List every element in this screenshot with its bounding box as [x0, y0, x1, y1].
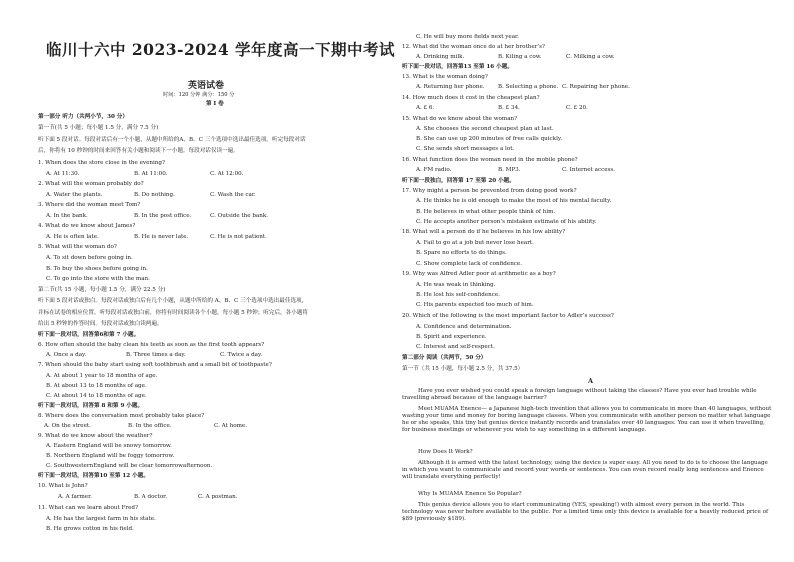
question-4: 4. What do we know about James?	[38, 223, 136, 229]
dialog-intro-10-12: 听下面一段对话，回答第10 至第 12 小题。	[38, 473, 149, 479]
section1-instructions-2: 后，你将有 10 秒钟的时间来回答有关小题和阅读下一小题。每段对话仅读一遍。	[38, 148, 239, 154]
question-6: 6. How often should the baby clean his teeth as soon as the first tooth appears?	[38, 342, 265, 348]
q18-option-b: B. Spare no efforts to do things.	[416, 250, 507, 256]
q12-option-b: B. Kiling a cow.	[498, 54, 542, 60]
q1-option-a: A. At 11:30.	[46, 171, 80, 177]
q15-option-c: C. She sends short messages a lot.	[416, 146, 515, 152]
section2-instructions-3: 给出 5 秒钟的作答时间。每段对话或独白读两遍。	[38, 321, 163, 327]
q20-option-b: B. Spirit and experience.	[416, 334, 487, 340]
question-9: 9. What do we know about the weather?	[38, 433, 153, 439]
q14-option-a: A. £ 6.	[416, 105, 435, 111]
q11-option-b: B. He grows cotton in his field.	[46, 526, 134, 532]
q15-option-a: A. She chooses the second cheapest plan at last.	[416, 126, 554, 132]
section1-heading: 第一节(共 5 小题；每小题 1.5 分，满分 7.5 分)	[38, 125, 159, 131]
section2-heading: 第二节(共 15 小题，每小题 1.5 分，满分 22.5 分)	[38, 287, 166, 293]
question-15: 15. What do we know about the woman?	[402, 116, 518, 122]
q6-option-c: C. Twice a day.	[220, 352, 263, 358]
q16-option-b: B. MP3.	[498, 167, 521, 173]
q4-option-b: B. He is never late.	[134, 234, 189, 240]
question-11: 11. What can we learn about Fred?	[38, 505, 138, 511]
passage-paragraph: Have you ever wished you could speak a foreign language without taking the classes? Have you ever had trouble while travelling abroad because of the language barrier?	[402, 388, 757, 401]
time-info: 时间：120 分钟 满分：150 分	[163, 92, 235, 98]
q6-option-b: B. Three times a day.	[126, 352, 186, 358]
q10-option-c: C. A postman.	[198, 494, 238, 500]
dialog-intro-6-7: 听下面一段对话，回答第6和第 7 小题。	[38, 332, 140, 338]
question-14: 14. How much does it cost in the cheapest plan?	[402, 95, 540, 101]
part2-heading: 第二部分 阅读（共两节，50 分）	[402, 355, 487, 361]
q8-option-b: B. In the office.	[128, 423, 172, 429]
q2-option-c: C. Wash the car.	[210, 192, 256, 198]
q20-option-c: C. Interest and self-respect.	[416, 344, 495, 350]
part1-heading: 第一部分 听力（共两小节，30 分）	[38, 114, 128, 120]
q7-option-a: A. At about 1 year to 18 months of age.	[46, 373, 158, 379]
q12-option-c: C. Milking a cow.	[566, 54, 615, 60]
question-3: 3. Where did the woman meet Tom?	[38, 202, 141, 208]
q6-option-a: A. Once a day.	[46, 352, 87, 358]
subject-title: 英语试卷	[188, 81, 225, 91]
q1-option-c: C. At 12:00.	[210, 171, 244, 177]
q13-option-a: A. Returning her phone.	[416, 84, 485, 90]
q2-option-a: A. Water the plants.	[46, 192, 103, 198]
question-5: 5. What will the woman do?	[38, 244, 117, 250]
q17-option-a: A. He thinks he is old enough to make the most of his mental faculty.	[416, 198, 612, 204]
q16-option-c: C. Internet access.	[562, 167, 616, 173]
question-1: 1. When does the store close in the evening?	[38, 160, 165, 166]
q12-option-a: A. Drinking milk.	[416, 54, 465, 60]
q14-option-c: C. £ 20.	[566, 105, 588, 111]
q13-option-c: C. Repairing her phone.	[562, 84, 630, 90]
q9-option-c: C. SouthwesternEngland will be clear tomorrowafternoon.	[46, 463, 213, 469]
question-20: 20. Which of the following is the most important factor to Adler’s success?	[402, 313, 614, 319]
q19-option-c: C. His parents expected too much of him.	[416, 302, 534, 308]
dialog-intro-13-16: 听下面一段对话，回答第13 至第 16 小题。	[402, 64, 513, 70]
q9-option-b: B. Northern England will be foggy tomorrow.	[46, 453, 175, 459]
q4-option-c: C. He is not patient.	[210, 234, 267, 240]
q18-option-c: C. Show complete lack of confidence.	[416, 261, 523, 267]
question-17: 17. Why might a person be prevented from doing good work?	[402, 188, 577, 194]
q4-option-a: A. He is often late.	[46, 234, 99, 240]
question-13: 13. What is the woman doing?	[402, 74, 488, 80]
q16-option-a: A. FM radio.	[416, 167, 452, 173]
q13-option-b: B. Selecting a phone.	[498, 84, 559, 90]
question-10: 10. What is John?	[38, 483, 88, 489]
question-18: 18. What will a person do if he believes in his low ability?	[402, 229, 566, 235]
q10-option-a: A. A farmer.	[58, 494, 92, 500]
passage-paragraph: Although it is armed with the latest technology, using the device is super easy. All you need to do is to choose the language in which you want to communicate and record your words or sentences. You can even record really long sentences and Enence will translate everything perfectly!	[402, 460, 768, 480]
q1-option-b: B. At 11:00.	[134, 171, 168, 177]
q2-option-b: B. Do nothing.	[134, 192, 175, 198]
q5-option-c: C. To go into the store with the man.	[46, 276, 150, 282]
q17-option-b: B. He believes in what other people think of him.	[416, 209, 556, 215]
q5-option-a: A. To sit down before going in.	[46, 255, 133, 261]
section2-instructions: 听下面 5 段对话或独白。每段对话或独白后有几个小题，从题中所给的 A、B、C 三个选项中选出最佳选项，	[38, 298, 308, 304]
q3-option-c: C. Outside the bank.	[210, 213, 269, 219]
volume-label: 第 I 卷	[206, 101, 224, 107]
q9-option-a: A. Eastern England will be snowy tomorrow.	[46, 443, 172, 449]
question-16: 16. What function does the woman need in the mobile phone?	[402, 157, 578, 163]
question-2: 2. What will the woman probably do?	[38, 181, 144, 187]
q3-option-a: A. In the bank.	[46, 213, 88, 219]
q11-option-c: C. He will buy more fields next year.	[416, 34, 519, 40]
passage-subheading: Why Is MUAMA Enence So Popular?	[418, 491, 522, 497]
section2-instructions-2: 并标在试卷的相应位置。听每段对话或独白前，你将有时间阅读各个小题，每小题 5 秒钟；听完后，各小题将	[38, 310, 309, 316]
monologue-intro-17-20: 听下面一段独白，回答第 17 至第 20 小题。	[402, 178, 515, 184]
q19-option-a: A. He was weak in thinking.	[416, 282, 496, 288]
q8-option-a: A. On the street.	[44, 423, 91, 429]
q7-option-b: B. At about 13 to 18 months of age.	[46, 383, 147, 389]
dialog-intro-8-9: 听下面一段对话，回答第 8 和第 9 小题。	[38, 403, 144, 409]
passage-paragraph: This genius device allows you to start communicating (YES, speaking!) with almost every person in the world. This technology was never before available to the public. For a limited time only this device is available for a heavily reduced price of $89 (previously $189).	[402, 502, 769, 522]
q20-option-a: A. Confidence and determination.	[416, 324, 512, 330]
question-12: 12. What did the woman once do at her brother’s?	[402, 44, 545, 50]
q19-option-b: B. He lost his self-confidence.	[416, 292, 501, 298]
question-7: 7. When should the baby start using soft toothbrush and a small bit of toothpaste?	[38, 362, 272, 368]
exam-title: 临川十六中 2023-2024 学年度高一下期中考试	[46, 40, 396, 59]
q14-option-b: B. £ 34.	[498, 105, 520, 111]
q11-option-a: A. He has the largest farm in his state.	[46, 516, 156, 522]
part2-section1-heading: 第一节（共 15 小题，每小题 2.5 分，共 37.5）	[402, 366, 524, 372]
passage-paragraph: Meet MUAMA Enence— a Japanese high-tech invention that allows you to communicate in more than 40 languages, without wasting your time and money for boring language classes. When you communicate with another person no matter what language he or she speaks, this tiny but genius device instantly records and translates over 40 languages. You can use it when travelling, for business meetings or whenever you wish to say something in a different language.	[402, 406, 772, 433]
q3-option-b: B. In the post office.	[134, 213, 192, 219]
q7-option-c: C. At about 14 to 18 months of age.	[46, 393, 147, 399]
question-8: 8. Where does the conversation most probably take place?	[38, 413, 205, 419]
section1-instructions: 听下面 5 段对话。每段对话后有一个小题，从题中所给的A、B、C 三个选项中选出最佳选项。听完每段对话	[38, 137, 306, 143]
q10-option-b: B. A doctor.	[134, 494, 168, 500]
q5-option-b: B. To buy the shoes before going in.	[46, 266, 148, 272]
q17-option-c: C. He accepts another person’s mistaken estimate of his ability.	[416, 219, 597, 225]
question-19: 19. Why was Alfred Adler poor at arithmetic as a boy?	[402, 271, 556, 277]
passage-label: A	[588, 377, 594, 385]
q15-option-b: B. She can use up 200 minutes of free calls quickly.	[416, 136, 563, 142]
passage-subheading: How Does It Work?	[418, 449, 473, 455]
q18-option-a: A. Fail to go at a job but never lose heart.	[416, 240, 534, 246]
q8-option-c: C. At home.	[214, 423, 247, 429]
